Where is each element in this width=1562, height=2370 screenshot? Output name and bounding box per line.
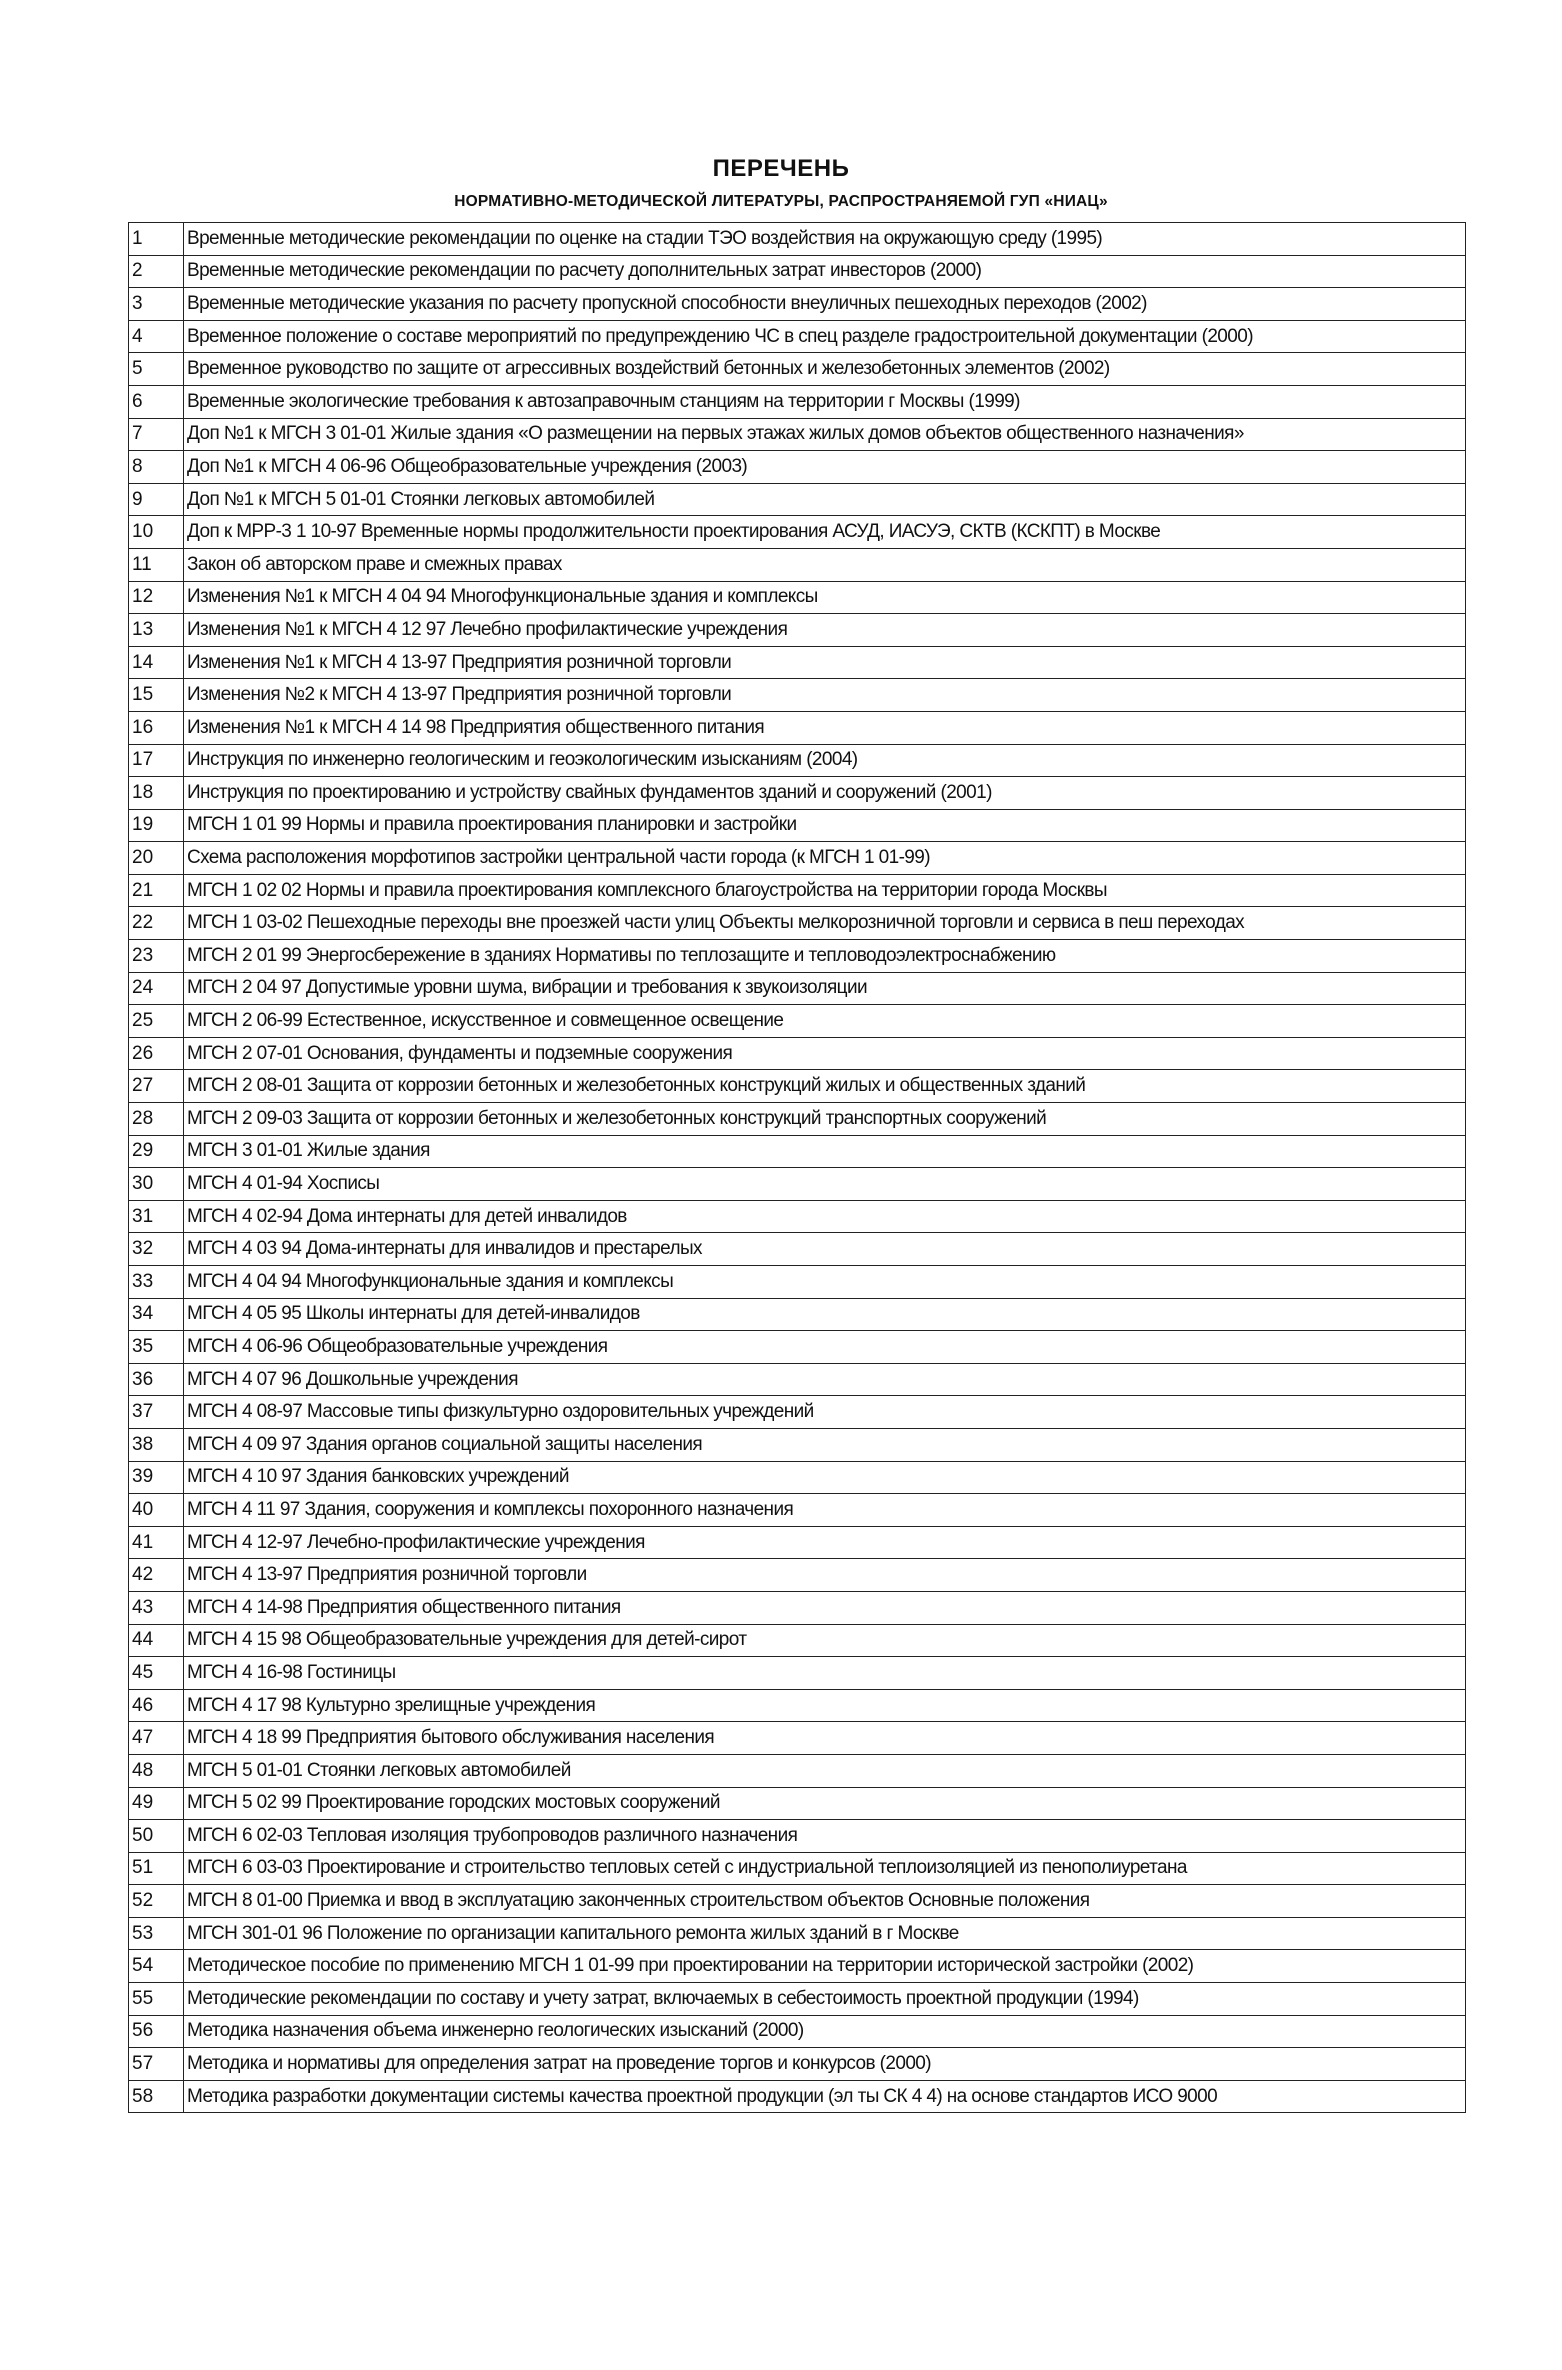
row-number: 17 — [129, 744, 184, 777]
row-number: 31 — [129, 1200, 184, 1233]
table-row — [129, 1722, 1466, 1755]
row-document-title: МГСН 1 03-02 Пешеходные переходы вне проезжей части улиц Объекты мелкорозничной торговли и сервиса в пеш переходах — [184, 907, 1466, 940]
row-number: 58 — [129, 2080, 184, 2113]
table-row — [129, 1005, 1466, 1038]
row-document-title: Инструкция по инженерно геологическим и геоэкологическим изысканиям (2004) — [184, 744, 1466, 777]
row-document-title: МГСН 8 01-00 Приемка и ввод в эксплуатацию законченных строительством объектов Основные положения — [184, 1885, 1466, 1918]
row-document-title: МГСН 4 12-97 Лечебно-профилактические учреждения — [184, 1526, 1466, 1559]
row-document-title: МГСН 301-01 96 Положение по организации капитального ремонта жилых зданий в г Москве — [184, 1917, 1466, 1950]
table-row — [129, 581, 1466, 614]
table-row — [129, 1266, 1466, 1299]
row-document-title: Методические рекомендации по составу и учету затрат, включаемых в себестоимость проектной продукции (1994) — [184, 1983, 1466, 2016]
table-row — [129, 940, 1466, 973]
row-number: 19 — [129, 809, 184, 842]
table-row — [129, 483, 1466, 516]
row-number: 22 — [129, 907, 184, 940]
table-row — [129, 1233, 1466, 1266]
row-document-title: МГСН 4 14-98 Предприятия общественного питания — [184, 1591, 1466, 1624]
table-row — [129, 711, 1466, 744]
table-row — [129, 1331, 1466, 1364]
row-number: 15 — [129, 679, 184, 712]
table-row — [129, 1298, 1466, 1331]
table-row — [129, 2080, 1466, 2113]
table-row — [129, 1885, 1466, 1918]
row-document-title: МГСН 3 01-01 Жилые здания — [184, 1135, 1466, 1168]
table-row — [129, 874, 1466, 907]
table-row — [129, 1103, 1466, 1136]
row-document-title: МГСН 4 08-97 Массовые типы физкультурно оздоровительных учреждений — [184, 1396, 1466, 1429]
row-document-title: МГСН 4 01-94 Хосписы — [184, 1168, 1466, 1201]
row-number: 18 — [129, 777, 184, 810]
row-document-title: МГСН 4 11 97 Здания, сооружения и комплексы похоронного назначения — [184, 1494, 1466, 1527]
row-number: 44 — [129, 1624, 184, 1657]
row-document-title: Изменения №1 к МГСН 4 14 98 Предприятия общественного питания — [184, 711, 1466, 744]
row-number: 23 — [129, 940, 184, 973]
row-number: 41 — [129, 1526, 184, 1559]
table-row — [129, 385, 1466, 418]
table-row — [129, 1396, 1466, 1429]
row-document-title: МГСН 4 03 94 Дома-интернаты для инвалидов и престарелых — [184, 1233, 1466, 1266]
row-number: 42 — [129, 1559, 184, 1592]
row-number: 43 — [129, 1591, 184, 1624]
row-number: 29 — [129, 1135, 184, 1168]
row-document-title: Временные методические рекомендации по расчету дополнительных затрат инвесторов (2000) — [184, 255, 1466, 288]
table-row — [129, 223, 1466, 256]
row-number: 13 — [129, 614, 184, 647]
table-row — [129, 1917, 1466, 1950]
table-row — [129, 451, 1466, 484]
table-row — [129, 418, 1466, 451]
row-number: 45 — [129, 1657, 184, 1690]
row-document-title: МГСН 4 07 96 Дошкольные учреждения — [184, 1363, 1466, 1396]
row-document-title: МГСН 2 01 99 Энергосбережение в зданиях Нормативы по теплозащите и тепловодоэлектроснабжению — [184, 940, 1466, 973]
row-number: 52 — [129, 1885, 184, 1918]
row-number: 49 — [129, 1787, 184, 1820]
row-document-title: МГСН 2 06-99 Естественное, искусственное и совмещенное освещение — [184, 1005, 1466, 1038]
table-row — [129, 1526, 1466, 1559]
row-document-title: МГСН 4 15 98 Общеобразовательные учреждения для детей-сирот — [184, 1624, 1466, 1657]
row-number: 38 — [129, 1428, 184, 1461]
table-row — [129, 1428, 1466, 1461]
table-row — [129, 1852, 1466, 1885]
row-document-title: Методика и нормативы для определения затрат на проведение торгов и конкурсов (2000) — [184, 2048, 1466, 2081]
row-document-title: Доп №1 к МГСН 3 01-01 Жилые здания «О размещении на первых этажах жилых домов объектов общественного назначения» — [184, 418, 1466, 451]
table-row — [129, 548, 1466, 581]
table-row — [129, 1070, 1466, 1103]
row-document-title: Временные методические рекомендации по оценке на стадии ТЭО воздействия на окружающую среду (1995) — [184, 223, 1466, 256]
row-number: 9 — [129, 483, 184, 516]
row-document-title: Методическое пособие по применению МГСН 1 01-99 при проектировании на территории исторической застройки (2002) — [184, 1950, 1466, 1983]
row-number: 21 — [129, 874, 184, 907]
row-number: 51 — [129, 1852, 184, 1885]
row-document-title: Временное руководство по защите от агрессивных воздействий бетонных и железобетонных элементов (2002) — [184, 353, 1466, 386]
row-number: 33 — [129, 1266, 184, 1299]
row-document-title: Методика назначения объема инженерно геологических изысканий (2000) — [184, 2015, 1466, 2048]
row-number: 48 — [129, 1754, 184, 1787]
row-document-title: Доп №1 к МГСН 4 06-96 Общеобразовательные учреждения (2003) — [184, 451, 1466, 484]
row-document-title: МГСН 4 18 99 Предприятия бытового обслуживания населения — [184, 1722, 1466, 1755]
table-row — [129, 288, 1466, 321]
row-document-title: Изменения №1 к МГСН 4 04 94 Многофункциональные здания и комплексы — [184, 581, 1466, 614]
table-row — [129, 1135, 1466, 1168]
row-number: 30 — [129, 1168, 184, 1201]
row-document-title: МГСН 2 07-01 Основания, фундаменты и подземные сооружения — [184, 1037, 1466, 1070]
row-document-title: МГСН 2 08-01 Защита от коррозии бетонных и железобетонных конструкций жилых и общественных зданий — [184, 1070, 1466, 1103]
row-document-title: МГСН 5 01-01 Стоянки легковых автомобилей — [184, 1754, 1466, 1787]
row-number: 20 — [129, 842, 184, 875]
row-document-title: Методика разработки документации системы качества проектной продукции (эл ты СК 4 4) на основе стандартов ИСО 9000 — [184, 2080, 1466, 2113]
row-number: 46 — [129, 1689, 184, 1722]
row-document-title: МГСН 4 05 95 Школы интернаты для детей-инвалидов — [184, 1298, 1466, 1331]
row-document-title: МГСН 2 04 97 Допустимые уровни шума, вибрации и требования к звукоизоляции — [184, 972, 1466, 1005]
row-number: 7 — [129, 418, 184, 451]
row-document-title: МГСН 5 02 99 Проектирование городских мостовых сооружений — [184, 1787, 1466, 1820]
row-document-title: МГСН 1 02 02 Нормы и правила проектирования комплексного благоустройства на территории города Москвы — [184, 874, 1466, 907]
row-number: 16 — [129, 711, 184, 744]
row-document-title: Доп к МРР-3 1 10-97 Временные нормы продолжительности проектирования АСУД, ИАСУЭ, СКТВ (КСКПТ) в Москве — [184, 516, 1466, 549]
row-document-title: МГСН 6 03-03 Проектирование и строительство тепловых сетей с индустриальной теплоизоляцией из пенополиуретана — [184, 1852, 1466, 1885]
table-row — [129, 1461, 1466, 1494]
row-number: 24 — [129, 972, 184, 1005]
table-row — [129, 1200, 1466, 1233]
table-row — [129, 1983, 1466, 2016]
row-number: 6 — [129, 385, 184, 418]
row-document-title: МГСН 4 16-98 Гостиницы — [184, 1657, 1466, 1690]
row-number: 55 — [129, 1983, 184, 2016]
row-number: 14 — [129, 646, 184, 679]
literature-table-body — [129, 223, 1466, 2113]
table-row — [129, 353, 1466, 386]
table-row — [129, 255, 1466, 288]
row-document-title: МГСН 4 17 98 Культурно зрелищные учреждения — [184, 1689, 1466, 1722]
row-document-title: МГСН 1 01 99 Нормы и правила проектирования планировки и застройки — [184, 809, 1466, 842]
table-row — [129, 972, 1466, 1005]
row-document-title: Временное положение о составе мероприятий по предупреждению ЧС в спец разделе градостроительной документации (2000) — [184, 320, 1466, 353]
table-row — [129, 614, 1466, 647]
row-number: 1 — [129, 223, 184, 256]
table-row — [129, 1037, 1466, 1070]
row-document-title: Изменения №1 к МГСН 4 12 97 Лечебно профилактические учреждения — [184, 614, 1466, 647]
row-document-title: МГСН 4 13-97 Предприятия розничной торговли — [184, 1559, 1466, 1592]
table-row — [129, 1559, 1466, 1592]
row-number: 11 — [129, 548, 184, 581]
row-number: 39 — [129, 1461, 184, 1494]
table-row — [129, 744, 1466, 777]
table-row — [129, 1689, 1466, 1722]
row-number: 5 — [129, 353, 184, 386]
row-number: 2 — [129, 255, 184, 288]
row-document-title: Схема расположения морфотипов застройки центральной части города (к МГСН 1 01-99) — [184, 842, 1466, 875]
row-number: 36 — [129, 1363, 184, 1396]
row-document-title: МГСН 4 10 97 Здания банковских учреждений — [184, 1461, 1466, 1494]
row-number: 26 — [129, 1037, 184, 1070]
table-row — [129, 1363, 1466, 1396]
row-number: 35 — [129, 1331, 184, 1364]
row-number: 27 — [129, 1070, 184, 1103]
table-row — [129, 1657, 1466, 1690]
row-document-title: Временные экологические требования к автозаправочным станциям на территории г Москвы (1999) — [184, 385, 1466, 418]
row-document-title: МГСН 6 02-03 Тепловая изоляция трубопроводов различного назначения — [184, 1820, 1466, 1853]
table-row — [129, 1950, 1466, 1983]
table-row — [129, 842, 1466, 875]
table-row — [129, 1787, 1466, 1820]
row-document-title: МГСН 2 09-03 Защита от коррозии бетонных и железобетонных конструкций транспортных сооружений — [184, 1103, 1466, 1136]
row-number: 37 — [129, 1396, 184, 1429]
row-document-title: МГСН 4 06-96 Общеобразовательные учреждения — [184, 1331, 1466, 1364]
table-row — [129, 320, 1466, 353]
row-document-title: МГСН 4 04 94 Многофункциональные здания и комплексы — [184, 1266, 1466, 1299]
row-number: 50 — [129, 1820, 184, 1853]
page-subtitle: НОРМАТИВНО-МЕТОДИЧЕСКОЙ ЛИТЕРАТУРЫ, РАСПРОСТРАНЯЕМОЙ ГУП «НИАЦ» — [454, 193, 1108, 210]
table-row — [129, 1168, 1466, 1201]
row-number: 8 — [129, 451, 184, 484]
row-number: 56 — [129, 2015, 184, 2048]
row-number: 28 — [129, 1103, 184, 1136]
table-row — [129, 646, 1466, 679]
row-document-title: Доп №1 к МГСН 5 01-01 Стоянки легковых автомобилей — [184, 483, 1466, 516]
row-document-title: Закон об авторском праве и смежных правах — [184, 548, 1466, 581]
table-row — [129, 809, 1466, 842]
row-document-title: Инструкция по проектированию и устройству свайных фундаментов зданий и сооружений (2001) — [184, 777, 1466, 810]
row-document-title: МГСН 4 02-94 Дома интернаты для детей инвалидов — [184, 1200, 1466, 1233]
table-row — [129, 2015, 1466, 2048]
row-number: 40 — [129, 1494, 184, 1527]
row-number: 32 — [129, 1233, 184, 1266]
table-row — [129, 777, 1466, 810]
table-row — [129, 679, 1466, 712]
row-number: 25 — [129, 1005, 184, 1038]
row-number: 47 — [129, 1722, 184, 1755]
table-row — [129, 2048, 1466, 2081]
row-number: 54 — [129, 1950, 184, 1983]
table-row — [129, 1494, 1466, 1527]
row-number: 57 — [129, 2048, 184, 2081]
row-number: 12 — [129, 581, 184, 614]
row-document-title: Изменения №1 к МГСН 4 13-97 Предприятия розничной торговли — [184, 646, 1466, 679]
table-row — [129, 1591, 1466, 1624]
table-row — [129, 1754, 1466, 1787]
table-row — [129, 516, 1466, 549]
row-number: 10 — [129, 516, 184, 549]
row-document-title: МГСН 4 09 97 Здания органов социальной защиты населения — [184, 1428, 1466, 1461]
table-row — [129, 1820, 1466, 1853]
row-document-title: Временные методические указания по расчету пропускной способности внеуличных пешеходных переходов (2002) — [184, 288, 1466, 321]
row-document-title: Изменения №2 к МГСН 4 13-97 Предприятия розничной торговли — [184, 679, 1466, 712]
literature-table — [128, 222, 1466, 2113]
row-number: 53 — [129, 1917, 184, 1950]
row-number: 4 — [129, 320, 184, 353]
row-number: 3 — [129, 288, 184, 321]
table-row — [129, 1624, 1466, 1657]
table-row — [129, 907, 1466, 940]
row-number: 34 — [129, 1298, 184, 1331]
page-title: ПЕРЕЧЕНЬ — [712, 155, 850, 182]
